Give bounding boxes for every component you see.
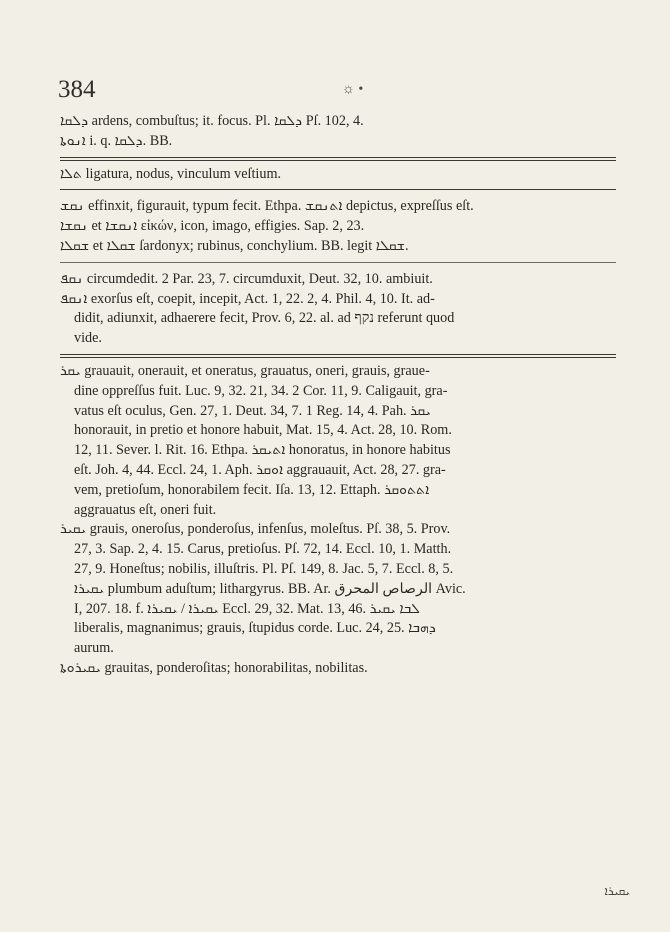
rule-divider xyxy=(60,257,616,270)
entry-line: aggrauatus eſt, oneri fuit. xyxy=(74,501,217,518)
entry-line: dine oppreſſus fuit. Luc. 9, 32. 21, 34. 2 Cor. 11, 9. Caligauit, gra- xyxy=(74,382,448,399)
entry-line: vem, pretioſum, honorabilem fecit. Iſa. 13, 12. Ettaph. ܐܬܬܘܩܪ xyxy=(74,481,430,498)
catchword: ܝܩܝܪܐ xyxy=(604,884,630,898)
entry-line: ܝܩܝܪܘܬܐ grauitas, ponderoſitas; honorabilitas, nobilitas. xyxy=(60,659,368,676)
entry-line: ܕܠܩܐ ardens, combuſtus; it. focus. Pl. ܕܠܩܐ Pſ. 102, 4. xyxy=(60,113,364,129)
entry-line: vide. xyxy=(74,330,102,347)
double-rule-divider xyxy=(60,152,616,165)
entry-line: honorauit, in pretio et honore habuit, Mat. 15, 4. Act. 28, 10. Rom. xyxy=(74,422,452,439)
entry-line: 27, 3. Sap. 2, 4. 15. Carus, pretioſus. Pſ. 72, 14. Eccl. 10, 1. Matth. xyxy=(74,541,452,558)
entry-line: ܫܩܠܐ et ܫܩܠܐ ſardonyx; rubinus, conchylium. BB. legit ܫܩܠܐ. xyxy=(60,237,409,254)
dictionary-entry xyxy=(60,112,616,152)
entry-line: I, 207. 18. f. ܝܩܝܪܐ / ܝܩܝܪܐ Eccl. 29, 32. Mat. 13, 46. ܠܒܐ ܝܩܝܪ xyxy=(74,600,420,617)
entry-line: didit, adiunxit, adhaerere fecit, Prov. 6, 22. al. ad נקף referunt quod xyxy=(74,310,455,327)
dictionary-entry xyxy=(60,165,616,185)
entry-line: ܢܩܫ effinxit, figurauit, typum fecit. Ethpa. ܐܬܢܩܫ depictus, expreſſus eſt. xyxy=(60,198,474,215)
header-mark: ☼ • xyxy=(342,82,364,97)
entry-line: ܝܩܝܪܐ plumbum aduſtum; lithargyrus. BB. Ar. الرصاص المحرق Avic. xyxy=(74,580,466,597)
rule-divider xyxy=(60,184,616,197)
dictionary-entry xyxy=(60,270,616,349)
dictionary-entry xyxy=(60,362,616,679)
entry-line: 27, 9. Honeſtus; nobilis, illuſtris. Pl. Pſ. 149, 8. Jac. 5, 7. Eccl. 8, 5. xyxy=(74,560,454,577)
entry-line: ܢܩܦ circumdedit. 2 Par. 23, 7. circumduxit, Deut. 32, 10. ambiuit. xyxy=(60,270,433,287)
entry-line: liberalis, magnanimus; grauis, ſtupidus corde. Luc. 24, 25. ܕܗܒܐ xyxy=(74,620,436,637)
entry-line: aurum. xyxy=(74,640,114,657)
entry-line: ܝܩܝܪ grauis, oneroſus, ponderoſus, infenſus, moleſtus. Pſ. 38, 5. Prov. xyxy=(60,521,451,538)
entry-line: ܢܩܫܐ et ܐܢܩܫܐ εἰκών, icon, imago, effigies. Sap. 2, 23. xyxy=(60,218,365,235)
dictionary-entry xyxy=(60,197,616,256)
lexicon-entries xyxy=(60,112,616,679)
entry-line: ܬܠܐ ligatura, nodus, vinculum veſtium. xyxy=(60,165,282,182)
entry-line: 12, 11. Sever. l. Rit. 16. Ethpa. ܐܬܝܩܪ honoratus, in honore habitus xyxy=(74,442,451,459)
entry-line: ܐܢܩܦ exorſus eſt, coepit, incepit, Act. 1, 22. 2, 4. Phil. 4, 10. It. ad- xyxy=(60,290,435,307)
entry-line: eſt. Joh. 4, 44. Eccl. 24, 1. Aph. ܐܘܩܪ aggrauauit, Act. 28, 27. gra- xyxy=(74,461,446,478)
page-number: 384 xyxy=(58,76,96,103)
entry-line: vatus eſt oculus, Gen. 27, 1. Deut. 34, 7. 1 Reg. 14, 4. Pah. ܝܩܪ xyxy=(74,402,431,419)
double-rule-divider xyxy=(60,349,616,362)
entry-line: ܐܢܘܬܐ i. q. ܕܠܩܐ. BB. xyxy=(60,132,173,149)
entry-line: ܝܩܪ grauauit, onerauit, et oneratus, grauatus, oneri, grauis, graue- xyxy=(60,362,430,379)
